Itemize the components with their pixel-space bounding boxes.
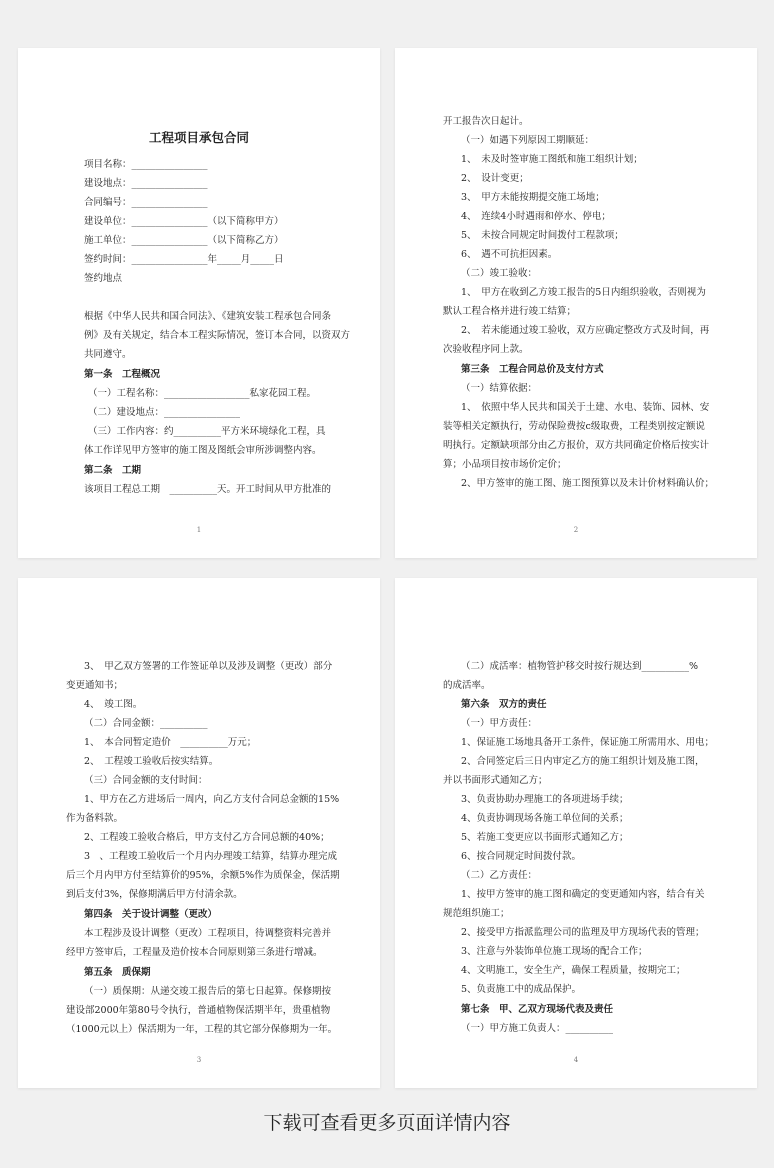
document-page-3 (18, 578, 380, 1088)
text-line: 签约地点 (84, 273, 123, 284)
text-line: 规范组织施工； (443, 908, 510, 919)
text-line: 6、 遇不可抗拒因素。 (461, 249, 558, 260)
text-line: 2、甲方签审的施工图、施工图预算以及未计价材料确认价； (461, 478, 715, 489)
text-line: 建设地点：________________ (84, 178, 208, 189)
text-line: 建设部2000年第80号令执行，普通植物保活期半年，贵重植物 (66, 1005, 331, 1016)
text-line: 2、接受甲方指派监理公司的监理及甲方现场代表的管理； (461, 927, 705, 938)
text-line: （一）如遇下列原因工期顺延： (461, 135, 595, 146)
text-line: （一）结算依据： (461, 383, 538, 394)
text-line: 变更通知书； (66, 680, 124, 691)
text-line: 体工作详见甲方签审的施工图及图纸会审所涉调整内容。 (84, 445, 322, 456)
text-line: 本工程涉及设计调整（更改）工程项目，待调整资料完善并 (84, 928, 332, 939)
text-line: （三）工作内容：约__________平方米环境绿化工程，具 (88, 426, 326, 437)
text-line: 并以书面形式通知乙方； (443, 775, 548, 786)
section-heading: 第七条 甲、乙双方现场代表及责任 (461, 1004, 614, 1015)
text-line: 3、 甲乙双方签署的工作签证单以及涉及调整（更改）部分 (84, 661, 333, 672)
text-line: （一）甲方责任： (461, 718, 538, 729)
text-line: 施工单位：________________（以下简称乙方） (84, 235, 284, 246)
text-line: 6、按合同规定时间拨付款。 (461, 851, 582, 862)
text-line: 2、工程竣工验收合格后，甲方支付乙方合同总额的40%； (84, 832, 330, 843)
text-line: （一）工程名称：__________________私家花园工程。 (88, 388, 317, 399)
text-line: 共同遵守。 (84, 349, 132, 360)
text-line: 后三个月内甲方付至结算价的95%，余额5%作为质保金，保活期 (66, 870, 340, 881)
text-line: （二）成活率：植物管护移交时按行规达到__________% (461, 661, 699, 672)
text-line: （二）建设地点：________________ (88, 407, 241, 418)
text-line: 次验收程序同上款。 (443, 344, 529, 355)
text-line: 明执行。定额缺项部分由乙方报价，双方共同确定价格后按实计 (443, 440, 710, 451)
text-line: （一）质保期：从递交竣工报告后的第七日起算。保修期按 (84, 986, 332, 997)
section-heading: 第二条 工期 (84, 465, 142, 476)
text-line: 该项目工程总工期 __________天。开工时间从甲方批准的 (84, 484, 332, 495)
section-heading: 第三条 工程合同总价及支付方式 (461, 364, 604, 375)
text-line: 2、 工程竣工验收后按实结算。 (84, 756, 219, 767)
text-line: 建设单位：________________（以下简称甲方） (84, 216, 284, 227)
text-line: 1、 未及时签审施工图纸和施工组织计划； (461, 154, 643, 165)
text-line: 算；小品项目按市场价定价； (443, 459, 567, 470)
text-line: 3、负责协助办理施工的各项进场手续； (461, 794, 629, 805)
text-line: 默认工程合格并进行竣工结算； (443, 306, 577, 317)
document-page-1 (18, 48, 380, 558)
text-line: 例》及有关规定，结合本工程实际情况，签订本合同，以资双方 (84, 330, 351, 341)
text-line: 4、文明施工，安全生产，确保工程质量，按期完工； (461, 965, 686, 976)
document-page-2 (395, 48, 757, 558)
text-line: （三）合同金额的支付时间： (84, 775, 208, 786)
text-line: 1、保证施工场地具备开工条件，保证施工所需用水、用电； (461, 737, 715, 748)
text-line: 签约时间：________________年_____月_____日 (84, 254, 284, 265)
text-line: （二）合同金额：__________ (84, 718, 208, 729)
text-line: 1、甲方在乙方进场后一周内，向乙方支付合同总金额的15% (84, 794, 340, 805)
text-line: 5、若施工变更应以书面形式通知乙方； (461, 832, 629, 843)
text-line: 1、 依照中华人民共和国关于土建、水电、装饰、园林、安 (461, 402, 710, 413)
text-line: 作为备料款。 (66, 813, 124, 824)
text-line: 合同编号：________________ (84, 197, 208, 208)
text-line: 开工报告次日起计。 (443, 116, 529, 127)
text-line: 4、 连续4小时遇雨和停水、停电； (461, 211, 611, 222)
document-page-4 (395, 578, 757, 1088)
text-line: （1000元以上）保活期为一年，工程的其它部分保修期为一年。 (66, 1024, 338, 1035)
page-number: 2 (573, 526, 579, 534)
page-number: 3 (196, 1056, 202, 1064)
text-line: （一）甲方施工负责人：__________ (461, 1023, 614, 1034)
text-line: 3、 甲方未能按期提交施工场地； (461, 192, 605, 203)
text-line: （二）竣工验收： (461, 268, 538, 279)
text-line: 1、 本合同暂定造价 __________万元； (84, 737, 257, 748)
page-number: 4 (573, 1056, 579, 1064)
text-line: 根据《中华人民共和国合同法》、《建筑安装工程承包合同条 (84, 311, 332, 322)
section-heading: 第一条 工程概况 (84, 369, 161, 380)
text-line: 2、合同签定后三日内审定乙方的施工组织计划及施工图， (461, 756, 705, 767)
page-number: 1 (196, 526, 202, 534)
text-line: （二）乙方责任： (461, 870, 538, 881)
text-line: 1、 甲方在收到乙方竣工报告的5日内组织验收，否则视为 (461, 287, 706, 298)
text-line: 的成活率。 (443, 680, 491, 691)
text-line: 项目名称：________________ (84, 159, 208, 170)
text-line: 到后支付3%，保修期满后甲方付清余款。 (66, 889, 243, 900)
text-line: 装等相关定额执行，劳动保险费按c级取费，工程类别按定额说 (443, 421, 705, 432)
text-line: 5、负责施工中的成品保护。 (461, 984, 582, 995)
text-line: 2、 设计变更； (461, 173, 529, 184)
section-heading: 第四条 关于设计调整（更改） (84, 909, 218, 920)
text-line: 3 、工程竣工验收后一个月内办理竣工结算，结算办理完成 (84, 851, 338, 862)
text-line: 5、 未按合同规定时间拨付工程款项； (461, 230, 624, 241)
text-line: 经甲方签审后，工程量及造价按本合同原则第三条进行增减。 (66, 947, 323, 958)
text-line: 4、 竣工图。 (84, 699, 143, 710)
contract-title: 工程项目承包合同 (148, 130, 249, 145)
section-heading: 第六条 双方的责任 (461, 699, 547, 710)
text-line: 3、注意与外装饰单位施工现场的配合工作； (461, 946, 648, 957)
section-heading: 第五条 质保期 (84, 967, 151, 978)
text-line: 2、 若未能通过竣工验收，双方应确定整改方式及时间，再 (461, 325, 710, 336)
text-line: 1、按甲方签审的施工图和确定的变更通知内容，结合有关 (461, 889, 705, 900)
download-more-prompt[interactable]: 下载可查看更多页面详情内容 (263, 1112, 511, 1134)
text-line: 4、负责协调现场各施工单位间的关系； (461, 813, 629, 824)
